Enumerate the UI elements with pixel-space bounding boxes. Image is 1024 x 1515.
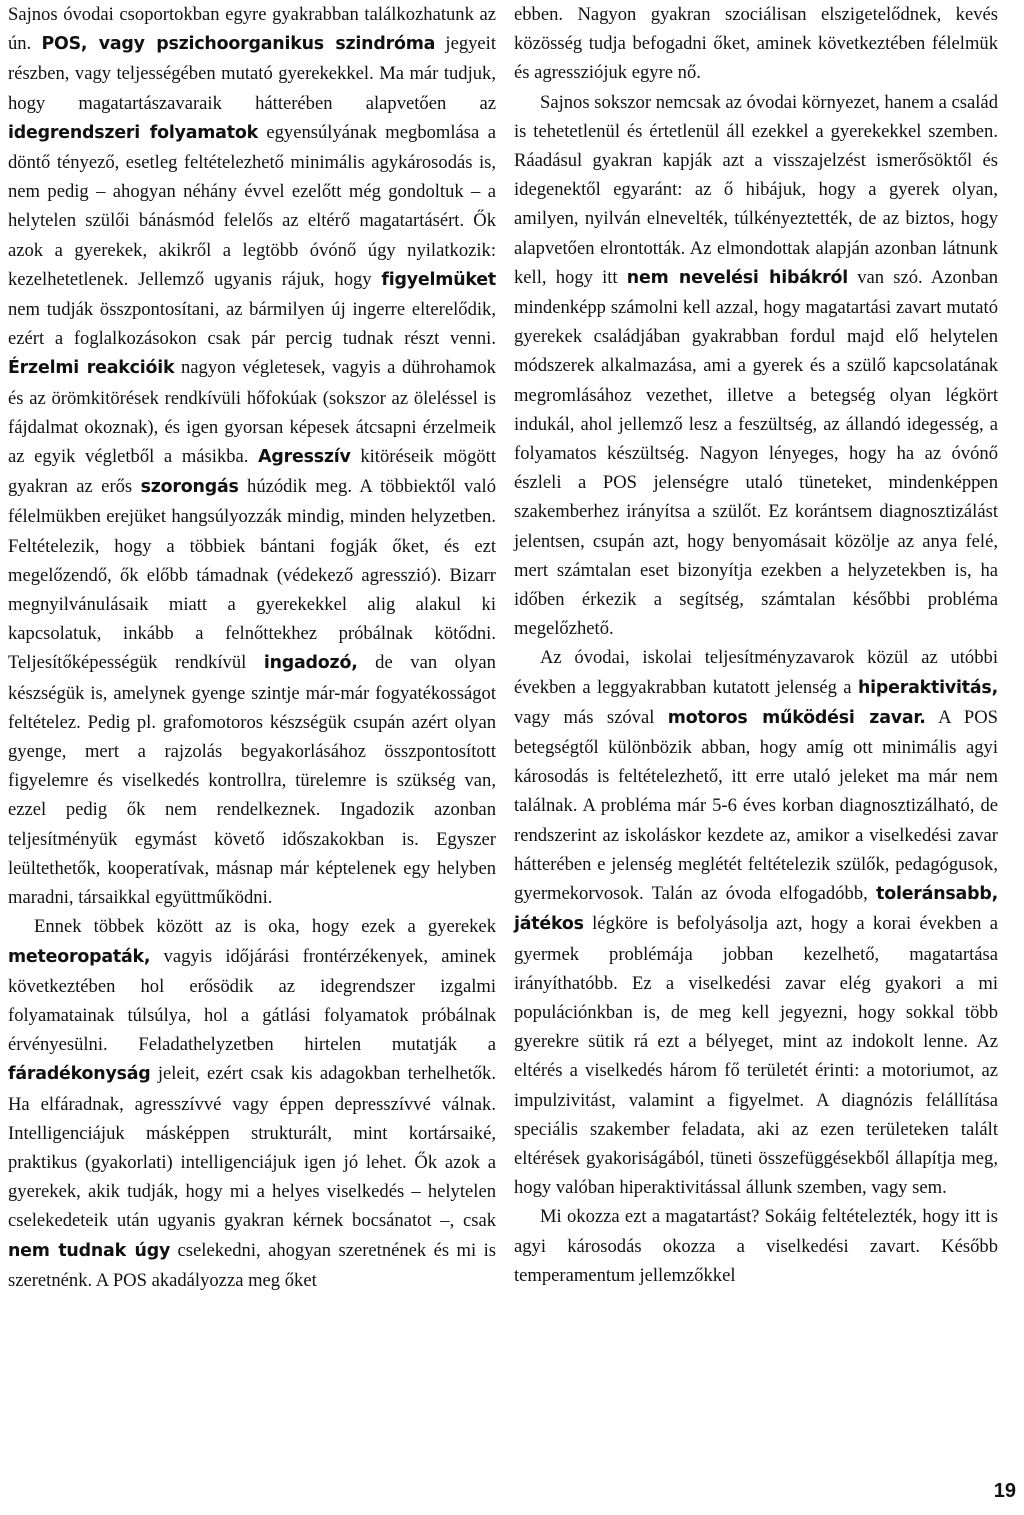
bold-term: ingadozó,	[263, 653, 358, 674]
left-column	[8, 0, 496, 1295]
text-run: kitöréseik mögött gyakran az erős	[8, 446, 496, 498]
text-run: Az óvodai, iskolai teljesítményzavarok közül az utóbbi években a leggyakrabban kutatott jelenség a	[514, 647, 998, 698]
bold-term: toleránsabb, játékos	[514, 884, 998, 935]
bold-term: idegrendszeri folyamatok	[8, 122, 258, 143]
bold-term: figyelmüket	[381, 269, 496, 290]
text-run: ebben. Nagyon gyakran szociálisan elszigetelődnek, kevés közösség tudja befogadni őket, aminek következtében félelmük és agressziójuk egyre nő.	[514, 4, 998, 84]
bold-term: fáradékonyság	[8, 1064, 151, 1085]
right-column	[514, 0, 998, 1290]
text-run: cselekedni, ahogyan szeretnének és mi is szeretnénk. A POS akadályozza meg őket	[8, 1239, 496, 1291]
text-run: nem tudják összpontosítani, az bármilyen új ingerre elterelődik, ezért a foglalkozásokon csak pár percig tudnak részt venni.	[8, 299, 496, 350]
text-run: vagy más szóval	[514, 706, 668, 728]
bold-term: POS, vagy pszichoorganikus szindróma	[41, 34, 436, 55]
text-run: Ennek többek között az is oka, hogy ezek a gyerekek	[34, 916, 496, 938]
bold-term: hiperaktivitás,	[857, 677, 998, 698]
text-run: jegyeit részben, vagy teljességében mutató gyerekekkel. Ma már tudjuk, hogy magatartászavaraik hátterében alapvetően az	[8, 33, 497, 114]
paragraph-pos-syndrome	[8, 0, 496, 912]
text-run: A POS betegségtől különbözik abban, hogy amíg ott minimális agyi károsodás is feltételezhető, itt erre utaló jeleket ma már nem találnak. A probléma már 5-6 éves korban diagnosztizálható, de rendszerint az iskoláskor kezdete az, amikor a viselkedési zavar hátterében e jelenség meglétét feltételezik szülők, pedagógusok, gyermekorvosok. Talán az óvoda elfogadóbb,	[514, 706, 998, 905]
text-run: Sajnos sokszor nemcsak az óvodai környezet, hanem a család is tehetetlenül és értetlenül áll ezekkel a gyerekekkel szemben. Ráadásul gyakran kapják azt a visszajelzést ismerősöktől és idegenektől egyaránt: az ő hibájuk, hogy a gyerek olyan, amilyen, nyilván elnevelték, túlkényeztették, de az biztos, hogy alapvetően elrontották. Az elmondottak alapján azonban látnunk kell, hogy itt	[514, 91, 998, 288]
bold-term: nem tudnak úgy	[8, 1240, 171, 1261]
text-run: van szó. Azonban mindenképp számolni kell azzal, hogy magatartási zavart mutató gyerekek családjában gyakrabban fordul majd elő helytelen módszerek alkalmazása, ami a gyerek és a szülő kapcsolatának megromlásához vezethet, illetve a betegség olyan légkört indukál, ahol jellemző lesz a feszültség, az állandó idegesség, a folyamatos készültség. Nagyon lényeges, hogy ha az óvónő észleli a POS jelenségre utaló tüneteket, mindenképpen szakemberhez irányítsa a szülőt. Ez korántsem diagnosztizálást jelentsen, csupán azt, hogy benyomásait közölje az anya felé, mert számtalan eset bizonyítja ezekben a helyzetekben is, ha időben érkezik a segítség, számtalan későbbi probléma megelőzhető.	[514, 266, 998, 640]
bold-term: Érzelmi reakcióik	[8, 358, 175, 379]
text-run: nagyon végletesek, vagyis a dührohamok és az örömkitörések rendkívüli hőfokúak (sokszor az öleléssel is fájdalmat okoznak), és igen gyorsan képesek átcsapni érzelmeik az egyik végletből a másikba.	[8, 357, 496, 468]
paragraph-causes	[514, 1202, 998, 1290]
text-run: de van olyan készségük is, amelynek gyenge szintje már-már fogyatékosságot feltételez. Pedig pl. grafomotoros készségük csupán azért olyan gyenge, mert a rajzolás begyakorlásához összpontosított figyelemre és viselkedés kontrollra, türelemre is szükség van, ezzel pedig ők nem rendelkeznek. Ingadozik azonban teljesítményük egymást követő időszakokban is. Egyszer leültethetők, kooperatívak, másnap már képtelenek egy helyben maradni, társaikkal együttműködni.	[8, 652, 496, 909]
text-run: légköre is befolyásolja azt, hogy a korai években a gyermek problémája jobban kezelhető, magatartása irányíthatóbb. Ez a viselkedési zavar elég gyakori a mi populációnkban is, de meg kell jegyezni, hogy sokkal több gyerekre sütik rá ezt a bélyeget, mint az indokolt lenne. Az eltérés a viselkedés három fő területét érinti: a motoriumot, az impulzivitást, valamint a figyelmet. A diagnózis felállítása speciális szakember feladata, aki az ezen területeken talált eltérések gyakoriságából, tüneti összefüggésekből állapítja meg, hogy valóban hiperaktivitással állunk szemben, vagy sem.	[514, 913, 998, 1199]
paragraph-family	[514, 88, 998, 644]
text-run: Mi okozza ezt a magatartást? Sokáig feltételezték, hogy itt is agyi károsodás okozza a viselkedési zavart. Később temperamentum jellemzőkkel	[514, 1206, 998, 1286]
text-run: jeleit, ezért csak kis adagokban terhelhetők. Ha elfáradnak, agresszívvé vagy éppen depresszívvé válnak. Intelligenciájuk másképpen strukturált, mint kortársaiké, praktikus (gyakorlati) intelligenciájuk igen jó lehet. Ők azok a gyerekek, akik tudják, hogy mi a helyes viselkedés – helytelen cselekedeteik után ugyanis gyakran kérnek bocsánatot –, csak	[8, 1063, 496, 1232]
page-number: 19	[993, 1480, 1016, 1502]
bold-term: motoros működési zavar.	[667, 707, 926, 728]
paragraph-meteoropathy	[8, 912, 496, 1295]
bold-term: szorongás	[140, 477, 239, 498]
text-run: vagyis időjárási frontérzékenyek, aminek következtében hol erősödik az idegrendszer izgalmi folyamatainak túlsúlya, hol a gátlási folyamatok próbálnak érvényesülni. Feladathelyzetben hirtelen mutatják a	[8, 945, 496, 1056]
text-run: egyensúlyának megbomlása a döntő tényező, esetleg feltételezhető minimális agykárosodás is, nem pedig – ahogyan néhány évvel ezelőtt még gondoltuk – a helytelen szülői bánásmód felelős az eltérő magatartásért. Ők azok a gyerekek, akikről a legtöbb óvónő úgy nyilatkozik: kezelhetetlenek. Jellemző ugyanis rájuk, hogy	[8, 121, 496, 290]
text-run: Sajnos óvodai csoportokban egyre gyakrabban találkozhatunk az ún.	[8, 4, 496, 55]
paragraph-isolation	[514, 0, 998, 88]
bold-term: nem nevelési hibákról	[626, 267, 849, 288]
bold-term: meteoropaták,	[8, 946, 151, 967]
bold-term: Agresszív	[258, 447, 351, 468]
text-run: húzódik meg. A többiektől való félelmükben erejüket hangsúlyozzák mindig, minden helyzetben. Feltételezik, hogy a többiek bántani fogják őket, és ezt megelőzendő, ők előbb támadnak (védekező agresszió). Bizarr megnyilvánulásaik miatt a gyerekekkel alig alakul ki kapcsolatuk, inkább a felnőttekhez próbálnak kötődni. Teljesítőképességük rendkívül	[8, 476, 496, 674]
paragraph-hyperactivity	[514, 643, 998, 1202]
